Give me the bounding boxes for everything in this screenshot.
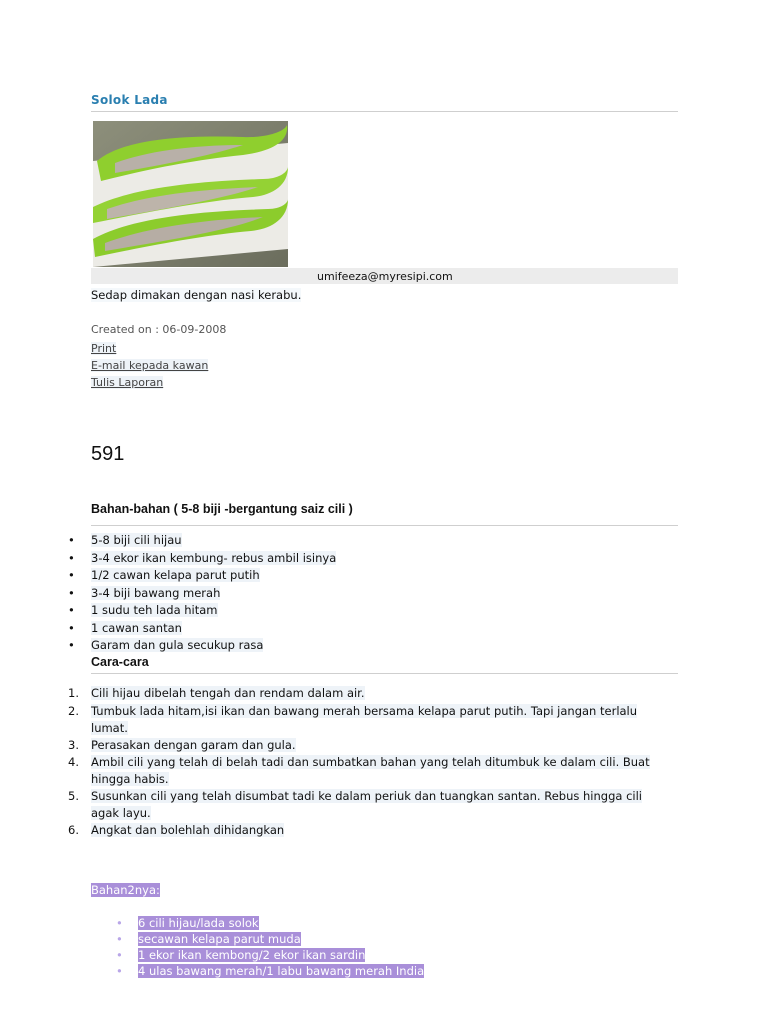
list-item: • 6 cili hijau/lada solok (116, 916, 259, 930)
list-item: • 1 ekor ikan kembong/2 ekor ikan sardin (116, 948, 366, 962)
list-item: 5. Susunkan cili yang telah disumbat tadi ke dalam periuk dan tuangkan santan. Rebus hingga cili agak layu. (68, 788, 642, 820)
email-friend-link[interactable]: E-mail kepada kawan (91, 359, 209, 372)
print-link[interactable]: Print (91, 342, 117, 355)
created-date: Created on : 06-09-2008 (91, 323, 227, 336)
list-item: 3. Perasakan dengan garam dan gula. (68, 737, 296, 752)
list-item: • Garam dan gula secukup rasa (91, 637, 336, 655)
list-item: • 3-4 ekor ikan kembung- rebus ambil isinya (91, 550, 336, 568)
method-divider (91, 673, 678, 674)
method-heading: Cara-cara (91, 655, 149, 669)
recipe-title: Solok Lada (91, 93, 168, 107)
list-item: 6. Angkat dan bolehlah dihidangkan (68, 822, 285, 837)
list-item: • 4 ulas bawang merah/1 labu bawang merah India (116, 964, 425, 978)
list-item: • secawan kelapa parut muda (116, 932, 301, 946)
bullet-icon: • (68, 638, 75, 652)
list-item: • 5-8 biji cili hijau (91, 532, 336, 550)
method-list (68, 685, 671, 839)
list-item: 1. Cili hijau dibelah tengah dan rendam dalam air. (68, 686, 365, 700)
write-report-link[interactable]: Tulis Laporan (91, 376, 164, 389)
ingredients-list (68, 532, 337, 655)
bullet-icon: • (68, 550, 75, 565)
recipe-photo (93, 121, 288, 267)
alt-ingredients-list (116, 915, 425, 979)
list-item: 4. Ambil cili yang telah di belah tadi dan sumbatkan bahan yang telah ditumbuk ke dalam cili. Buat hingga habis. (68, 754, 650, 786)
list-item: 2. Tumbuk lada hitam,isi ikan dan bawang merah bersama kelapa parut putih. Tapi jangan terlalu lumat. (68, 703, 638, 735)
bullet-icon: • (116, 948, 123, 962)
bullet-icon: • (68, 603, 75, 617)
author-email: umifeeza@myresipi.com (317, 270, 453, 283)
list-item: • 1 sudu teh lada hitam (91, 602, 336, 620)
bullet-icon: • (116, 916, 123, 930)
list-item: • 1 cawan santan (91, 620, 336, 638)
bullet-icon: • (68, 533, 75, 547)
bullet-icon: • (116, 932, 123, 946)
bullet-icon: • (68, 568, 75, 582)
bullet-icon: • (116, 964, 123, 978)
ingredients-divider (91, 525, 678, 526)
bullet-icon: • (68, 585, 75, 600)
recipe-description: Sedap dimakan dengan nasi kerabu. (91, 288, 302, 302)
ingredients-heading: Bahan-bahan ( 5-8 biji -bergantung saiz cili ) (91, 502, 353, 516)
title-divider (91, 111, 678, 112)
alt-ingredients-heading: Bahan2nya: (91, 883, 160, 897)
list-item: • 3-4 biji bawang merah (91, 585, 336, 603)
list-item: • 1/2 cawan kelapa parut putih (91, 567, 336, 585)
view-count: 591 (91, 443, 125, 465)
bullet-icon: • (68, 620, 75, 635)
